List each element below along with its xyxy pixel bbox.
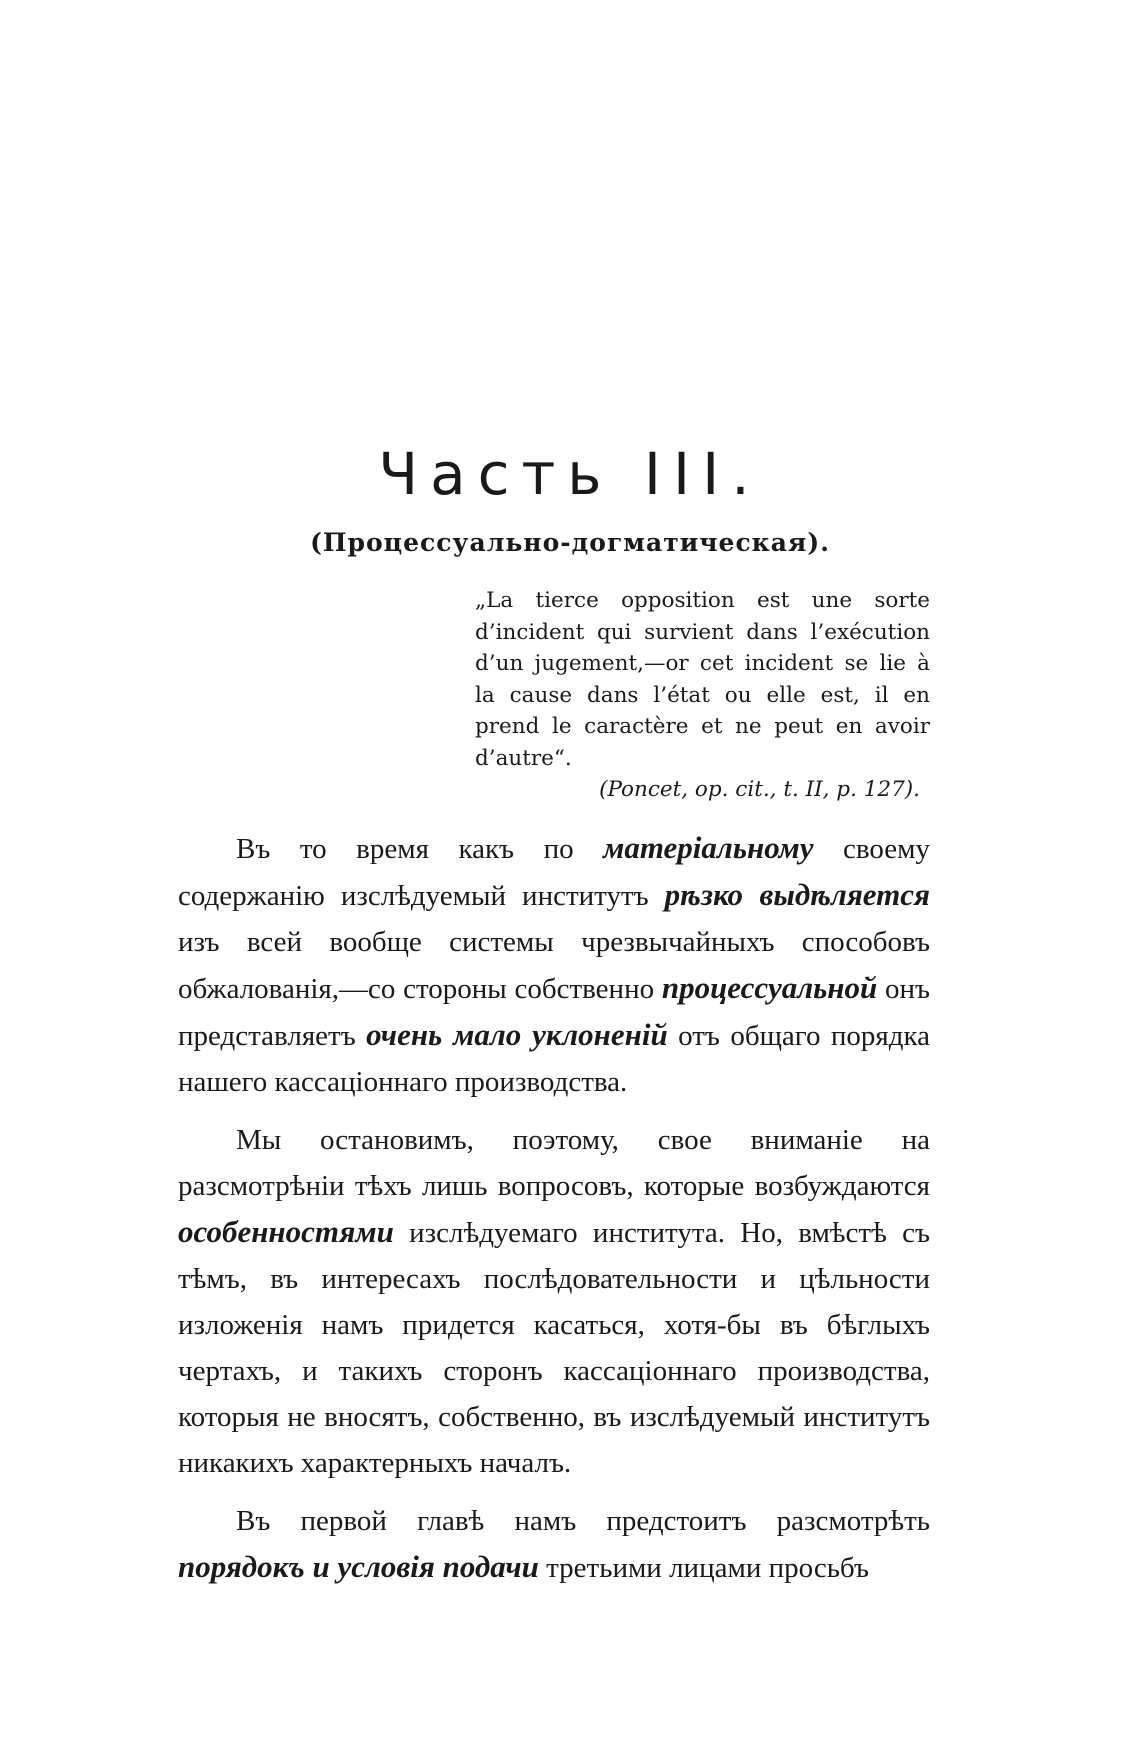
paragraph-1 bbox=[178, 825, 930, 1105]
emphasis: рѣзко выдѣляется bbox=[664, 877, 930, 912]
text-run: отъ общаго порядка нашего кассаціоннаго производства. bbox=[178, 1020, 930, 1098]
epigraph-citation: (Poncet, op. cit., t. II, p. 127). bbox=[599, 777, 920, 802]
epigraph-quote: „La tierce opposition est une sorte d’incident qui survient dans l’exécution d’un jugement,—or cet incident se lie à la cause dans l’état ou elle est, il en prend le caractère et ne peut en avoir d’autre“. bbox=[475, 588, 930, 771]
text-run: онъ представляетъ bbox=[178, 973, 930, 1052]
text-run: изслѣдуемаго института. Но, вмѣстѣ съ тѣмъ, въ интересахъ послѣдовательности и цѣльности изложенія намъ придется касаться, хотя-бы въ бѣглыхъ чертахъ, и такихъ сторонъ кассаціоннаго производства, которыя не вносятъ, собственно, въ изслѣдуемый институтъ никакихъ характерныхъ началъ. bbox=[178, 1217, 930, 1479]
epigraph bbox=[475, 585, 930, 806]
part-subtitle: (Процессуально-догматическая). bbox=[310, 528, 830, 557]
text-run: третьими лицами просьбъ bbox=[538, 1552, 869, 1584]
emphasis: порядокъ и условія подачи bbox=[178, 1549, 539, 1584]
emphasis: очень мало уклоненій bbox=[366, 1017, 668, 1052]
text-run: Мы остановимъ, поэтому, свое вниманіе на разсмотрѣніи тѣхъ лишь вопросовъ, которые возбуждаются bbox=[178, 1124, 930, 1202]
part-title: Часть III. bbox=[378, 440, 762, 508]
emphasis: процессуальной bbox=[661, 970, 878, 1005]
emphasis: особенностями bbox=[178, 1214, 394, 1249]
paragraph-3 bbox=[178, 1498, 930, 1591]
text-run: своему содержанію изслѣдуемый институтъ bbox=[178, 833, 930, 912]
body-text bbox=[178, 825, 930, 1603]
paragraph-2 bbox=[178, 1117, 930, 1486]
text-run: изъ всей вообще системы чрезвычайныхъ способовъ обжалованія,—со стороны собственно bbox=[178, 926, 930, 1005]
emphasis: матеріальному bbox=[603, 830, 814, 865]
text-run: Въ то время какъ по bbox=[236, 833, 604, 865]
text-run: Въ первой главѣ намъ предстоитъ разсмотрѣть bbox=[236, 1505, 930, 1537]
